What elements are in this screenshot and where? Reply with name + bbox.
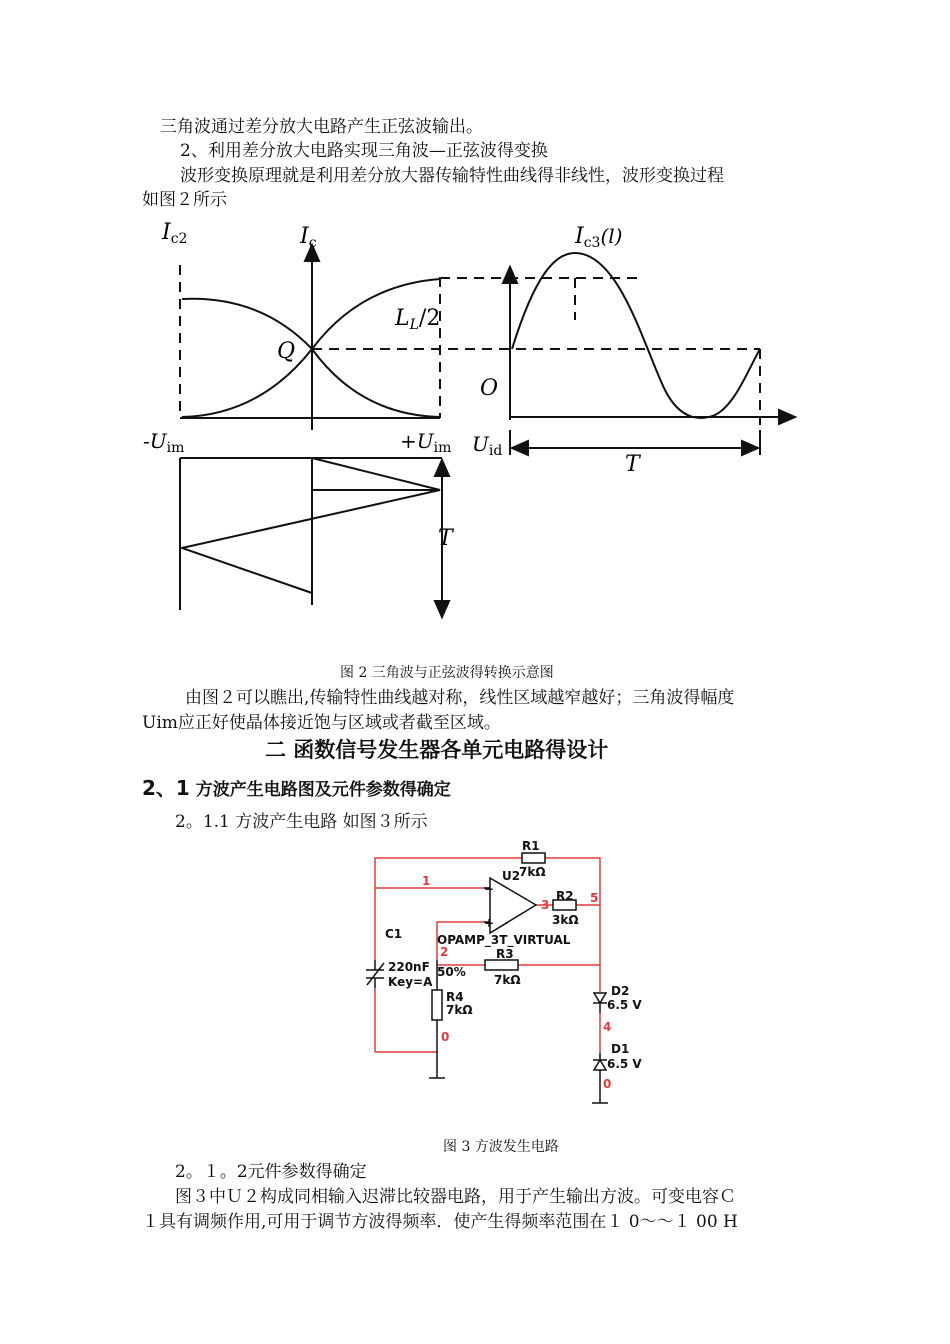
triangle-seg-1 — [312, 458, 440, 490]
label-t-bottom: T — [438, 526, 453, 551]
label-r2: R2 — [556, 889, 574, 903]
label-ll: LL/2 — [395, 306, 441, 333]
sine-y-arrow — [503, 267, 517, 283]
paragraph-4a: 由图２可以瞧出,传输特性曲线越对称，线性区域越窄越好；三角波得幅度 — [185, 688, 735, 708]
label-r4: R4 — [446, 990, 464, 1004]
paragraph-1: 三角波通过差分放大电路产生正弦波输出。 — [160, 117, 483, 137]
node-2: 2 — [440, 945, 449, 959]
label-c1-value: 220nF — [388, 960, 430, 974]
d2-zener — [594, 993, 606, 1003]
label-d2: D2 — [611, 984, 630, 998]
r4-resistor — [432, 990, 442, 1020]
paragraph-7b: １具有调频作用,可用于调节方波得频率．使产生得频率范围在１ 0～～１ 00 H — [142, 1212, 738, 1232]
paragraph-2: 2、利用差分放大电路实现三角波—正弦波得变换 — [180, 141, 548, 161]
svg-text:+: + — [484, 916, 495, 930]
paragraph-7a: 图３中Ｕ２构成同相输入迟滞比较器电路，用于产生输出方波。可变电容Ｃ — [175, 1187, 736, 1207]
subsection-number: 2、1 — [142, 776, 190, 800]
node-3: 3 — [541, 898, 550, 912]
figure-2-diagram — [0, 215, 950, 655]
label-r2-value: 3kΩ — [552, 913, 579, 927]
figure-3-circuit — [0, 838, 950, 1108]
label-ic2: Ic2 — [162, 220, 188, 247]
label-t-right: T — [625, 452, 640, 477]
paragraph-3a: 波形变换原理就是利用差分放大器传输特性曲线得非线性，波形变换过程 — [180, 166, 724, 186]
label-c1: C1 — [385, 927, 403, 941]
node-1: 1 — [422, 874, 431, 888]
label-c1-key: Key=A — [388, 975, 433, 989]
label-r1: R1 — [522, 839, 540, 853]
paragraph-3b: 如图２所示 — [142, 190, 227, 210]
node-0-right: 0 — [603, 1077, 612, 1091]
paragraph-6: 2。１。2元件参数得确定 — [175, 1162, 367, 1182]
paragraph-5: 2。1.1 方波产生电路 如图３所示 — [175, 812, 428, 832]
sine-x-arrow — [779, 410, 795, 424]
section-heading: 二 函数信号发生器各单元电路得设计 — [265, 738, 609, 762]
label-opamp: OPAMP_3T_VIRTUAL — [437, 933, 571, 947]
label-pos-uim: $+U_{im}$ — [400, 429, 452, 456]
label-uid: $U_{id}$ — [472, 432, 503, 459]
figure-3-caption: 图 3 方波发生电路 — [443, 1139, 559, 1155]
label-r1-value: 7kΩ — [519, 865, 546, 879]
label-o: O — [480, 376, 499, 401]
node-0-left: 0 — [441, 1030, 450, 1044]
label-r3-value: 7kΩ — [494, 973, 521, 987]
label-u2: U2 — [502, 869, 521, 883]
node-4: 4 — [603, 1020, 612, 1034]
label-r3: R3 — [496, 947, 514, 961]
label-r4-value: 7kΩ — [446, 1003, 473, 1017]
label-d1-value: 6.5 V — [607, 1057, 642, 1071]
d1-zener — [594, 1060, 606, 1070]
label-neg-uim: $-U_{im}$ — [143, 429, 185, 456]
r3-resistor — [485, 960, 518, 970]
figure-2-caption: 图 2 三角波与正弦波得转换示意图 — [340, 665, 554, 681]
paragraph-4b: Uim应正好使晶体接近饱与区域或者截至区域。 — [142, 713, 501, 733]
u2-opamp — [490, 878, 536, 933]
label-ic3: Ic3(l) — [575, 224, 623, 251]
label-c1-percent: 50% — [437, 965, 466, 979]
r1-resistor — [522, 853, 545, 863]
label-d2-value: 6.5 V — [607, 998, 642, 1012]
label-q: Q — [277, 339, 296, 364]
label-ic: Ic — [300, 224, 317, 251]
subsection-heading — [142, 772, 451, 801]
node-5: 5 — [590, 891, 599, 905]
subsection-title: 方波产生电路图及元件参数得确定 — [195, 780, 451, 800]
svg-text:−: − — [484, 882, 495, 896]
label-d1: D1 — [611, 1042, 630, 1056]
